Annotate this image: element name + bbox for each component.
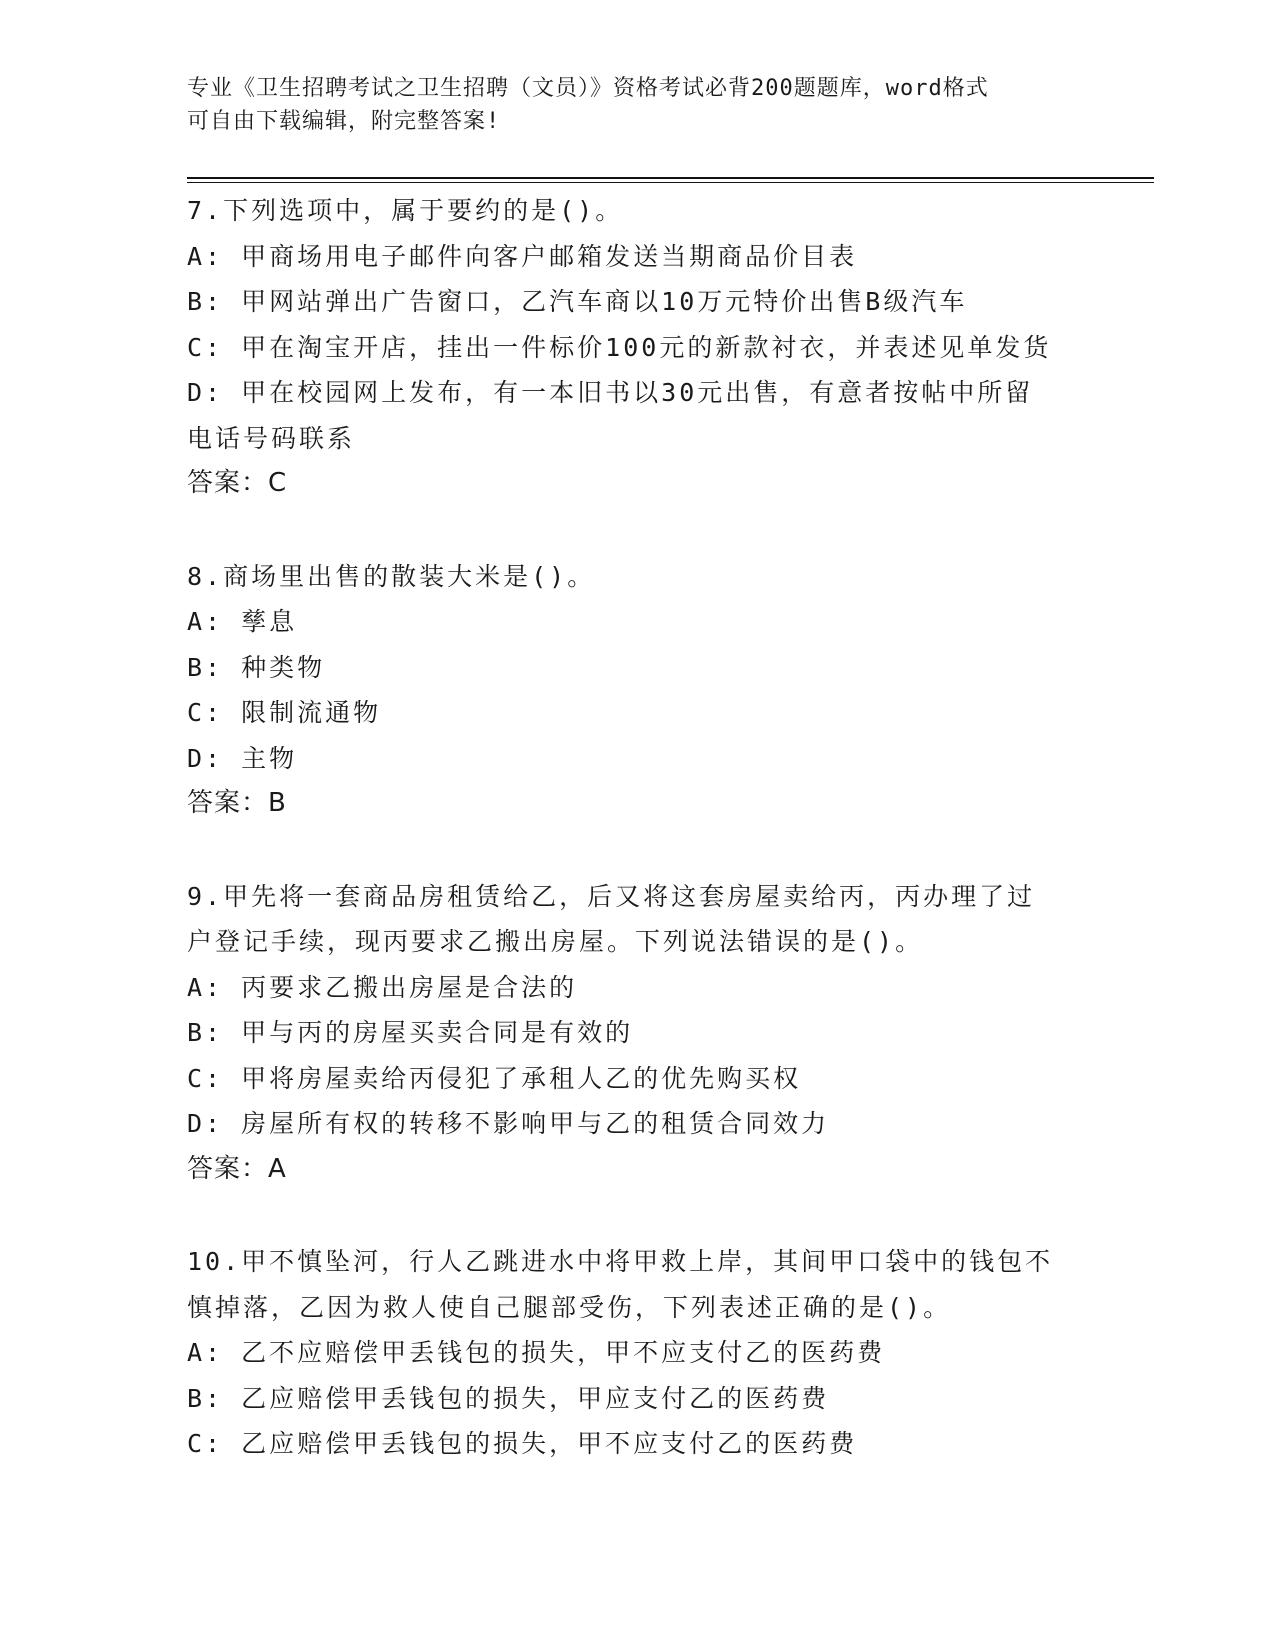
option-text: 乙应赔偿甲丢钱包的损失，甲不应支付乙的医药费 [241,1429,858,1458]
option-letter: A: [187,972,224,1002]
question-stem: 7.下列选项中，属于要约的是()。 [187,196,624,225]
option-text: 孳息 [241,607,298,636]
option-letter: D: [187,743,224,773]
question-spacer [187,1192,1077,1239]
option-line [187,736,1077,782]
option-text: 种类物 [241,652,326,682]
option-letter: C: [187,698,224,727]
question-stem: 慎掉落，乙因为救人使自己腿部受伤，下列表述正确的是()。 [187,1292,952,1322]
option-text: 限制流通物 [241,698,382,727]
option-line [187,279,1077,325]
option-letter: C: [187,332,224,362]
option-text: 电话号码联系 [187,423,356,453]
answer-line [187,1147,1077,1193]
question-stem: 9.甲先将一套商品房租赁给乙，后又将这套房屋卖给丙，丙办理了过 [187,881,1036,911]
question-block [187,188,1077,554]
option-line [187,1376,1077,1422]
option-line [187,325,1077,371]
answer-value: A [268,1153,287,1184]
option-letter: B: [187,652,224,682]
option-text: 乙不应赔偿甲丢钱包的损失，甲不应支付乙的医药费 [241,1338,886,1367]
question-block [187,1239,1077,1467]
header-rule-thick [187,177,1154,179]
header-line-1: 专业《卫生招聘考试之卫生招聘（文员）》资格考试必背200题题库，word格式 [187,76,989,101]
option-letter: A: [187,1338,224,1367]
option-text: 甲商场用电子邮件向客户邮箱发送当期商品价目表 [241,241,858,271]
option-text: 甲与丙的房屋买卖合同是有效的 [241,1018,634,1047]
answer-line [187,461,1077,507]
answer-label: 答案： [187,788,269,818]
answer-value: B [268,788,287,818]
option-line [187,599,1077,645]
option-line [187,416,1077,462]
question-block [187,554,1077,874]
option-text: 甲在校园网上发布，有一本旧书以30元出售，有意者按帖中所留 [241,378,1034,407]
question-stem: 户登记手续，现丙要求乙搬出房屋。下列说法错误的是()。 [187,927,924,956]
option-line [187,1330,1077,1376]
question-spacer [187,827,1077,874]
question-stem: 10.甲不慎坠河，行人乙跳进水中将甲救上岸，其间甲口袋中的钱包不 [187,1247,1054,1276]
document-header [187,72,1067,138]
option-line [187,234,1077,280]
option-letter: D: [187,1109,224,1138]
option-line [187,965,1077,1011]
option-text: 甲网站弹出广告窗口，乙汽车商以10万元特价出售B级汽车 [241,287,968,316]
option-text: 甲将房屋卖给丙侵犯了承租人乙的优先购买权 [241,1063,802,1093]
question-spacer [187,507,1077,554]
header-rule-thin [187,182,1154,183]
option-letter: B: [187,1018,224,1047]
option-line [187,1056,1077,1102]
option-letter: B: [187,1383,224,1413]
option-line [187,1101,1077,1147]
option-letter: D: [187,378,224,407]
option-line [187,690,1077,736]
option-text: 主物 [241,743,298,773]
question-block [187,874,1077,1240]
answer-label: 答案： [187,1153,269,1184]
question-stem: 8.商场里出售的散装大米是()。 [187,561,596,591]
option-text: 甲在淘宝开店，挂出一件标价100元的新款衬衣，并表述见单发货 [241,332,1052,362]
option-text: 丙要求乙搬出房屋是合法的 [241,972,578,1002]
option-letter: A: [187,607,224,636]
answer-line [187,781,1077,827]
option-letter: A: [187,241,224,271]
option-text: 乙应赔偿甲丢钱包的损失，甲应支付乙的医药费 [241,1383,830,1413]
option-text: 房屋所有权的转移不影响甲与乙的租赁合同效力 [241,1109,830,1138]
option-line [187,645,1077,691]
option-line [187,1010,1077,1056]
option-letter: C: [187,1063,224,1093]
question-list [187,188,1077,1467]
option-letter: B: [187,287,224,316]
header-line-2: 可自由下载编辑，附完整答案! [187,109,501,134]
option-line [187,370,1077,416]
answer-value: C [268,468,288,498]
option-line [187,1421,1077,1467]
answer-label: 答案： [187,468,269,498]
option-letter: C: [187,1429,224,1458]
